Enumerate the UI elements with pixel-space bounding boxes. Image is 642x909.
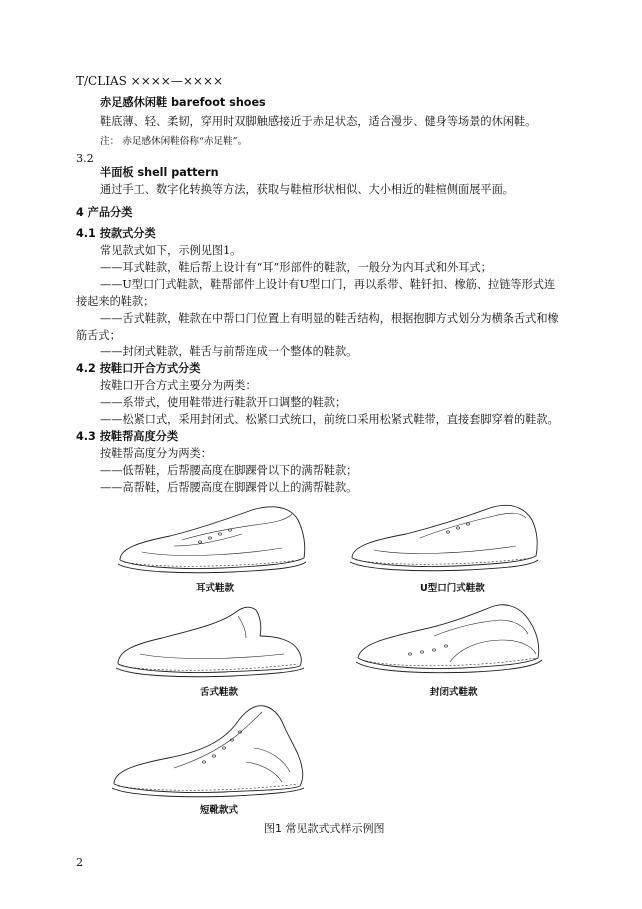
note-barefoot-shoes: 注： 赤足感休闲鞋俗称“赤足鞋”。 (100, 136, 248, 147)
clause-number-3-2: 3.2 (76, 152, 94, 165)
ear-style-shoe-illustration (112, 500, 312, 576)
term-shell-pattern: 半面板 shell pattern (100, 166, 219, 179)
caption-closed-style: 封闭式鞋款 (430, 687, 478, 698)
s41-intro: 常见款式如下，示例见图1。 (100, 244, 242, 257)
s41-item-u-style: ——U型口门式鞋款，鞋帮部件上设计有U型口门，再以系带、鞋钎扣、橡筋、拉链等形式连接起来的鞋款； (76, 278, 556, 308)
page-number: 2 (76, 856, 84, 869)
term-barefoot-shoes: 赤足感休闲鞋 barefoot shoes (100, 96, 266, 109)
definition-shell-pattern: 通过手工、数字化转换等方法，获取与鞋楦形状相似、大小相近的鞋楦侧面展平面。 (100, 183, 514, 196)
caption-u-style: U型口门式鞋款 (420, 583, 485, 594)
section-title-4-3: 4.3 按鞋帮高度分类 (76, 430, 179, 443)
s42-intro: 按鞋口开合方式主要分为两类： (100, 379, 257, 392)
s43-item-high: ——高帮鞋，后帮腰高度在脚踝骨以上的满帮鞋款。 (100, 481, 358, 494)
tongue-style-shoe-illustration (110, 602, 310, 682)
s43-intro: 按鞋帮高度分为两类： (100, 447, 212, 460)
s41-item-ear-style: ——耳式鞋款，鞋后帮上设计有“耳”形部件的鞋款，一般分为内耳式和外耳式； (100, 261, 492, 274)
figure-title: 图1 常见款式式样示例图 (264, 822, 385, 835)
closed-style-shoe-illustration (350, 600, 550, 680)
s42-item-lace: ——系带式，使用鞋带进行鞋款开口调整的鞋款； (100, 396, 347, 409)
section-title-4-1: 4.1 按款式分类 (76, 227, 156, 240)
section-title-4-2: 4.2 按鞋口开合方式分类 (76, 362, 201, 375)
s42-item-elastic: ——松紧口式，采用封闭式、松紧口式统口，前统口采用松紧式鞋带，直接套脚穿着的鞋款。 (100, 413, 559, 426)
s43-item-low: ——低帮鞋，后帮腰高度在脚踝骨以下的满帮鞋款； (100, 464, 358, 477)
caption-ear-style: 耳式鞋款 (196, 583, 235, 594)
u-style-shoe-illustration (344, 500, 544, 576)
definition-barefoot-shoes: 鞋底薄、轻、柔韧，穿用时双脚触感接近于赤足状态，适合漫步、健身等场景的休闲鞋。 (100, 115, 537, 128)
section-title-4: 4 产品分类 (76, 206, 133, 219)
caption-short-boot: 短靴款式 (200, 805, 239, 816)
s41-item-closed-style: ——封闭式鞋款，鞋舌与前帮连成一个整体的鞋款。 (100, 345, 358, 358)
s41-item-tongue-style: ——舌式鞋款，鞋款在中帮口门位置上有明显的鞋舌结构，根据抱脚方式划分为横条舌式和橡筋舌式； (76, 312, 559, 342)
short-boot-illustration (104, 702, 314, 802)
caption-tongue-style: 舌式鞋款 (200, 687, 239, 698)
document-id: T/CLIAS ××××—×××× (76, 74, 224, 88)
